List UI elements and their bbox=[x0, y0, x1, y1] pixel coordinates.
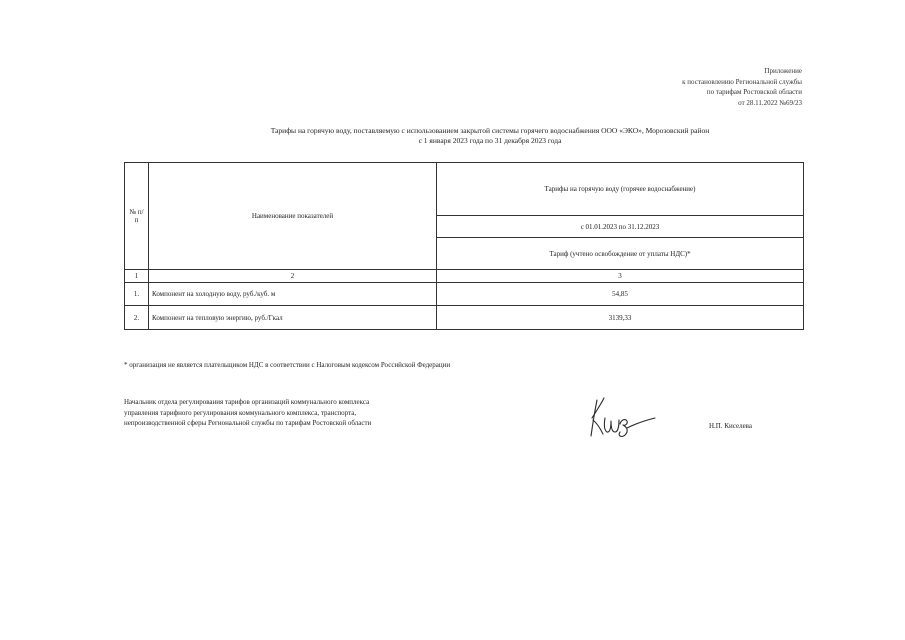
tariff-table bbox=[124, 162, 804, 330]
appendix-note bbox=[562, 66, 802, 108]
col-number-2: 2 bbox=[149, 270, 437, 283]
row-value: 54,85 bbox=[437, 283, 804, 306]
appendix-line-2: к постановлению Региональной службы bbox=[682, 77, 802, 86]
row-value: 3139,33 bbox=[437, 306, 804, 330]
signer-position bbox=[124, 397, 371, 429]
header-name: Наименование показателей bbox=[149, 163, 437, 270]
header-num: № п/п bbox=[125, 163, 149, 270]
row-num: 1. bbox=[125, 283, 149, 306]
handwritten-signature-icon bbox=[583, 394, 663, 445]
title-line-2: с 1 января 2023 года по 31 декабря 2023 года bbox=[418, 136, 562, 145]
header-tariff-type: Тариф (учтено освобождение от уплаты НДС)* bbox=[437, 238, 804, 270]
col-number-3: 3 bbox=[437, 270, 804, 283]
col-number-1: 1 bbox=[125, 270, 149, 283]
appendix-line-1: Приложение bbox=[764, 67, 802, 75]
position-line-3: непроизводственной сферы Региональной службы по тарифам Ростовской области bbox=[124, 419, 372, 427]
appendix-line-3: по тарифам Ростовской области bbox=[706, 88, 802, 96]
position-line-2: управления тарифного регулирования коммунального комплекса, транспорта, bbox=[124, 408, 357, 417]
row-num: 2. bbox=[125, 306, 149, 330]
position-line-1: Начальник отдела регулирования тарифов организаций коммунального комплекса bbox=[124, 398, 370, 406]
row-name: Компонент на тепловую энергию, руб./Гкал bbox=[149, 306, 437, 330]
row-name: Компонент на холодную воду, руб./куб. м bbox=[149, 283, 437, 306]
document-title bbox=[120, 126, 860, 146]
appendix-line-4: от 28.11.2022 №69/23 bbox=[738, 98, 802, 107]
header-tariffs: Тарифы на горячую воду (горячее водоснабжение) bbox=[437, 163, 804, 216]
table-row bbox=[125, 283, 804, 306]
header-period: с 01.01.2023 по 31.12.2023 bbox=[437, 216, 804, 238]
table-row bbox=[125, 306, 804, 330]
signer-name: Н.П. Киселева bbox=[709, 422, 752, 430]
footnote: * организация не является плательщиком НДС в соответствии с Налоговым кодексом Российской Федерации bbox=[124, 361, 451, 369]
title-line-1: Тарифы на горячую воду, поставляемую с использованием закрытой системы горячего водоснабжения ООО «ЭКО», Морозовский район bbox=[270, 126, 710, 135]
